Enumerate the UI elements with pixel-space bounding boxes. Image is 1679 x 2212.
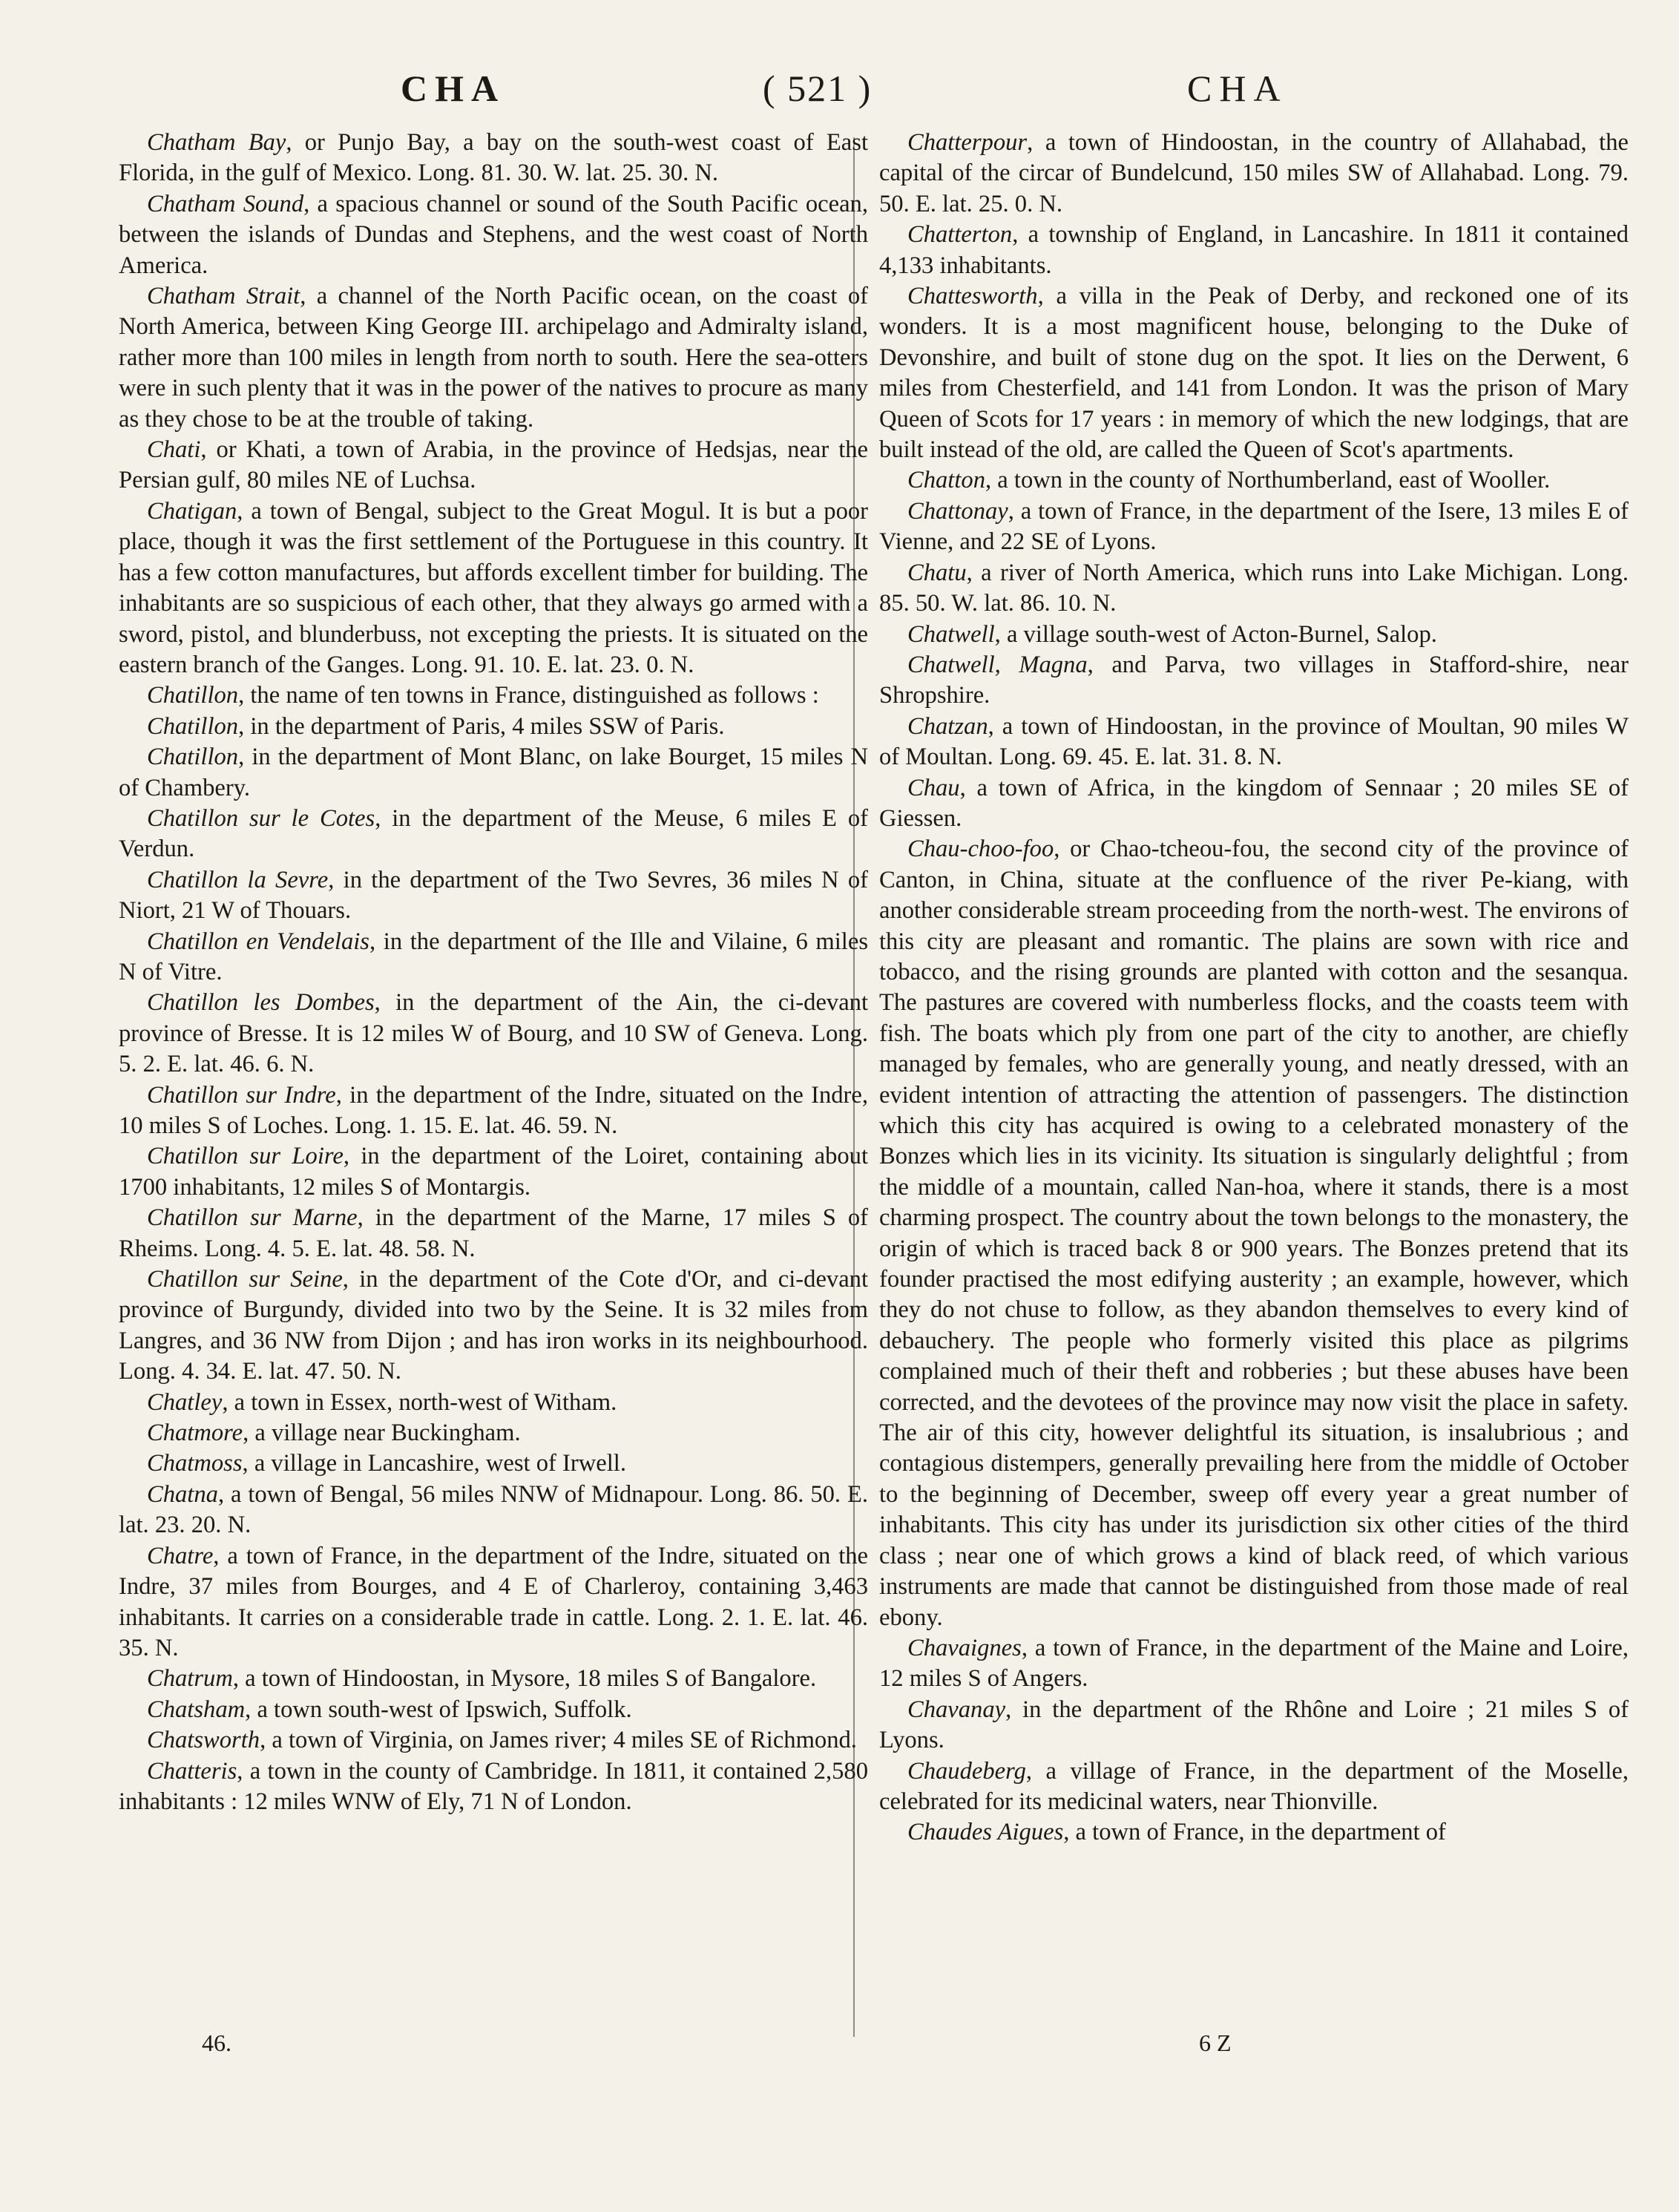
dictionary-entry <box>879 1633 1629 1695</box>
entry-text: , a village near Buckingham. <box>243 1420 521 1447</box>
dictionary-entry <box>119 1141 868 1203</box>
entry-headword: Chatley <box>147 1388 223 1416</box>
entry-headword: Chatsworth <box>147 1727 260 1754</box>
running-header <box>0 67 1679 119</box>
entry-text: , a town of France, in the department of the Indre, situated on the Indre, 37 miles from Bourges, and 4 E of Charleroy, containing 3,463 inhabitants. It carries on a considerable trade in cattle. Long. 2. 1. E. lat. 46. 35. N. <box>119 1542 868 1661</box>
entry-text: , in the department of the Ille and Vilaine, 6 miles N of Vitre. <box>119 928 868 985</box>
dictionary-entry <box>119 1418 868 1448</box>
dictionary-entry <box>119 1203 868 1264</box>
entry-text: , in the department of the Marne, 17 miles S of Rheims. Long. 4. 5. E. lat. 48. 58. N. <box>119 1204 868 1262</box>
entry-text: , a town of Hindoostan, in Mysore, 18 miles S of Bangalore. <box>232 1665 817 1693</box>
entry-text: , or Chao-tcheou-fou, the second city of the province of Canton, in China, situate at the confluence of the river Pe-kiang, with another considerable stream proceeding from the north-west. The environs of this city are pleasant and romantic. The plains are sown with rice and tobacco, and the rising grounds are planted with cotton and the sesanqua. The pastures are covered with numberless flocks, and the coasts teem with fish. The boats which ply from one part of the city to another, are chiefly managed by females, who are generally young, and neatly dressed, with an evident intention of attracting the attention of passengers. The distinction which this city has acquired is owing to a celebrated monastery of the Bonzes which lies in its vicinity. Its situation is singularly delightful ; from the middle of a mountain, called Nan-hoa, where it stands, there is a most charming prospect. The country about the town belongs to the monastery, the origin of which is traced back 8 or 900 years. The Bonzes pretend that its founder practised the most edifying austerity ; an example, however, which they do not chuse to follow, as they abandon themselves to every kind of debauchery. The people who formerly visited this place as pilgrims complained much of their theft and robberies ; but these abuses have been corrected, and the devotees of the province may now visit the place in safety. The air of this city, however delightful its situation, is insalubrious ; and contagious distempers, generally prevailing here from the middle of October to the beginning of December, sweep off every year a great number of inhabitants. This city has under its jurisdiction six other cities of the third class ; near one of which grows a kind of black reed, of which various instruments are made that cannot be distinguished from those made of real ebony. <box>879 836 1629 1631</box>
entry-text: , a villa in the Peak of Derby, and reckoned one of its wonders. It is a most magnificent house, belonging to the Duke of Devonshire, and built of stone dug on the spot. It lies on the Derwent, 6 miles from Chesterfield, and 141 from London. It was the prison of Mary Queen of Scots for 17 years : in memory of which the new lodgings, that are built instead of the old, are called the Queen of Scot's apartments. <box>879 283 1629 464</box>
dictionary-entry <box>119 1080 868 1142</box>
entry-headword: Chatillon <box>147 712 239 740</box>
entry-text: , a township of England, in Lancashire. In 1811 it contained 4,133 inhabitants. <box>879 221 1629 279</box>
dictionary-entry <box>119 281 868 435</box>
entry-headword: Chatillon les Dombes <box>147 989 375 1017</box>
entry-text: , or Khati, a town of Arabia, in the province of Hedsjas, near the Persian gulf, 80 miles NE of Luchsa. <box>119 436 868 494</box>
entry-headword: Chatu <box>907 559 967 586</box>
entry-headword: Chatterpour <box>907 129 1028 156</box>
entry-headword: Chatham Sound <box>147 190 304 217</box>
entry-headword: Chatrum <box>147 1665 233 1693</box>
dictionary-entry <box>119 712 868 742</box>
dictionary-entry <box>119 865 868 927</box>
entry-text: , in the department of the Ain, the ci-devant province of Bresse. It is 12 miles W of Bourg, and 10 SW of Geneva. Long. 5. 2. E. lat. 46. 6. N. <box>119 989 868 1078</box>
dictionary-entry <box>879 834 1629 1633</box>
entry-text: , in the department of Mont Blanc, on lake Bourget, 15 miles N of Chambery. <box>119 744 868 801</box>
entry-headword: Chattonay <box>907 497 1008 525</box>
dictionary-entry <box>879 1756 1629 1818</box>
entry-headword: Chatillon sur Marne <box>147 1204 358 1232</box>
entry-headword: Chatton <box>907 467 985 494</box>
entry-text: , and Parva, two villages in Stafford-shire, near Shropshire. <box>879 651 1629 709</box>
entry-headword: Chavaignes <box>907 1634 1022 1661</box>
entry-text: , a village of France, in the department of the Moselle, celebrated for its medicinal waters, near Thionville. <box>879 1757 1629 1815</box>
dictionary-entry <box>119 496 868 680</box>
entry-text: , a town of Hindoostan, in the province of Moultan, 90 miles W of Moultan. Long. 69. 45. E. lat. 31. 8. N. <box>879 712 1629 771</box>
dictionary-entry <box>119 1480 868 1541</box>
dictionary-entry <box>879 773 1629 835</box>
entry-text: , a channel of the North Pacific ocean, on the coast of North America, between King George III. archipelago and Admiralty island, rather more than 100 miles in length from north to south. Here the sea-otters were in such plenty that it was in the power of the natives to procure as many as they chose to be at the trouble of taking. <box>119 283 868 433</box>
page-number: ( 521 ) <box>763 68 873 109</box>
dictionary-entry <box>879 558 1629 620</box>
entry-text: , a spacious channel or sound of the South Pacific ocean, between the islands of Dundas and Stephens, and the west coast of North America. <box>119 190 868 279</box>
dictionary-entry <box>879 712 1629 773</box>
dictionary-entry <box>879 1817 1629 1848</box>
dictionary-entry <box>119 680 868 711</box>
entry-text: , a town of Hindoostan, in the country of Allahabad, the capital of the circar of Bundelcund, 150 miles SW of Allahabad. Long. 79. 50. E. lat. 25. 0. N. <box>879 129 1629 217</box>
dictionary-entry <box>879 220 1629 281</box>
entry-text: , a town of Bengal, subject to the Great Mogul. It is but a poor place, though it was the first settlement of the Portuguese in this country. It has a few cotton manufactures, but affords excellent timber for building. The inhabitants are so suspicious of each other, that they always go armed with a sword, pistol, and blunderbuss, not excepting the priests. It is situated on the eastern branch of the Ganges. Long. 91. 10. E. lat. 23. 0. N. <box>119 497 868 678</box>
dictionary-entry <box>119 1695 868 1725</box>
dictionary-entry <box>119 435 868 496</box>
entry-headword: Chattesworth <box>907 283 1038 310</box>
entry-headword: Chatigan <box>147 497 237 525</box>
entry-headword: Chatre <box>147 1542 214 1569</box>
dictionary-entry <box>119 189 868 281</box>
entry-headword: Chatillon sur Indre <box>147 1081 336 1109</box>
entry-text: , a town in the county of Northumberland, east of Wooller. <box>985 467 1551 494</box>
left-column <box>119 128 868 1817</box>
entry-text: , a town of Bengal, 56 miles NNW of Midnapour. Long. 86. 50. E. lat. 23. 20. N. <box>119 1480 868 1539</box>
entry-text: , in the department of the Rhône and Loire ; 21 miles S of Lyons. <box>879 1696 1629 1754</box>
entry-text: , in the department of the Cote d'Or, and ci-devant province of Burgundy, divided into two by the Seine. It is 32 miles from Langres, and 36 NW from Dijon ; and has iron works in its neighbourhood. Long. 4. 34. E. lat. 47. 50. N. <box>119 1266 868 1385</box>
dictionary-entry <box>119 988 868 1080</box>
entry-text: , a town in the county of Cambridge. In 1811, it contained 2,580 inhabitants : 12 miles WNW of Ely, 71 N of London. <box>119 1757 868 1815</box>
dictionary-entry <box>119 1388 868 1418</box>
entry-text: , in the department of the Loiret, containing about 1700 inhabitants, 12 miles S of Montargis. <box>119 1143 868 1201</box>
entry-headword: Chatillon <box>147 682 239 709</box>
entry-headword: Chatsham <box>147 1696 246 1723</box>
entry-headword: Chatna <box>147 1480 218 1508</box>
dictionary-entry <box>879 620 1629 650</box>
entry-headword: Chatmoss <box>147 1450 243 1477</box>
entry-headword: Chatham Strait <box>147 283 300 310</box>
entry-headword: Chatteris <box>147 1757 237 1785</box>
entry-headword: Chaudeberg <box>907 1757 1026 1785</box>
entry-text: , a town in Essex, north-west of Witham. <box>222 1388 617 1416</box>
signature-mark-right: 6 Z <box>1199 2029 1232 2056</box>
dictionary-entry <box>119 1664 868 1694</box>
entry-text: , in the department of the Meuse, 6 miles E of Verdun. <box>119 804 868 863</box>
entry-text: , a town of France, in the department of the Isere, 13 miles E of Vienne, and 22 SE of Lyons. <box>879 497 1629 556</box>
entry-headword: Chatmore <box>147 1420 243 1447</box>
entry-headword: Chavanay <box>907 1696 1006 1723</box>
entry-text: , a town of France, in the department of the Maine and Loire, 12 miles S of Angers. <box>879 1634 1629 1693</box>
signature-mark-left: 46. <box>202 2029 231 2056</box>
entry-text: , in the department of the Two Sevres, 36 miles N of Niort, 21 W of Thouars. <box>119 866 868 925</box>
dictionary-entry <box>119 927 868 988</box>
entry-text: , the name of ten towns in France, distinguished as follows : <box>238 682 819 709</box>
entry-text: , in the department of Paris, 4 miles SSW of Paris. <box>238 712 725 740</box>
header-right: CHA <box>1187 68 1288 109</box>
entry-text: , a town of Africa, in the kingdom of Sennaar ; 20 miles SE of Giessen. <box>879 774 1629 832</box>
dictionary-entry <box>119 742 868 804</box>
dictionary-entry <box>879 650 1629 712</box>
dictionary-entry <box>119 128 868 189</box>
entry-headword: Chau-choo-foo <box>907 836 1054 863</box>
dictionary-entry <box>119 804 868 865</box>
dictionary-entry <box>119 1264 868 1388</box>
entry-headword: Chatham Bay <box>147 129 286 156</box>
dictionary-entry <box>119 1756 868 1818</box>
entry-headword: Chatterton <box>907 221 1013 249</box>
entry-headword: Chati <box>147 436 201 464</box>
entry-text: , a river of North America, which runs into Lake Michigan. Long. 85. 50. W. lat. 86. 10. N. <box>879 559 1629 617</box>
dictionary-entry <box>119 1725 868 1756</box>
right-column <box>879 128 1629 1848</box>
entry-headword: Chatzan <box>907 712 988 740</box>
entry-headword: Chatillon sur Loire <box>147 1143 344 1170</box>
dictionary-entry <box>879 465 1629 496</box>
entry-text: , in the department of the Indre, situated on the Indre, 10 miles S of Loches. Long. 1. 15. E. lat. 46. 59. N. <box>119 1081 868 1139</box>
dictionary-entry <box>879 128 1629 220</box>
dictionary-entry <box>119 1448 868 1479</box>
entry-text: , a town of Virginia, on James river; 4 miles SE of Richmond. <box>260 1727 857 1754</box>
entry-headword: Chatillon sur le Cotes <box>147 804 375 832</box>
entry-headword: Chatillon en Vendelais <box>147 928 369 955</box>
entry-headword: Chatwell <box>907 620 995 648</box>
entry-headword: Chaudes Aigues <box>907 1819 1064 1846</box>
entry-text: , a village south-west of Acton-Burnel, Salop. <box>994 620 1437 648</box>
entry-headword: Chatillon sur Seine <box>147 1266 343 1293</box>
entry-headword: Chatwell, Magna <box>907 651 1088 678</box>
entry-text: , a village in Lancashire, west of Irwell. <box>242 1450 626 1477</box>
dictionary-entry <box>879 281 1629 465</box>
header-left: CHA <box>401 68 506 109</box>
entry-headword: Chau <box>907 774 960 801</box>
entry-text: , or Punjo Bay, a bay on the south-west coast of East Florida, in the gulf of Mexico. Long. 81. 30. W. lat. 25. 30. N. <box>119 129 868 187</box>
dictionary-entry <box>879 1695 1629 1756</box>
entry-headword: Chatillon <box>147 744 239 771</box>
entry-headword: Chatillon la Sevre <box>147 866 329 893</box>
dictionary-entry <box>879 496 1629 558</box>
entry-text: , a town south-west of Ipswich, Suffolk. <box>245 1696 632 1723</box>
entry-text: , a town of France, in the department of <box>1063 1819 1446 1846</box>
dictionary-entry <box>119 1541 868 1664</box>
